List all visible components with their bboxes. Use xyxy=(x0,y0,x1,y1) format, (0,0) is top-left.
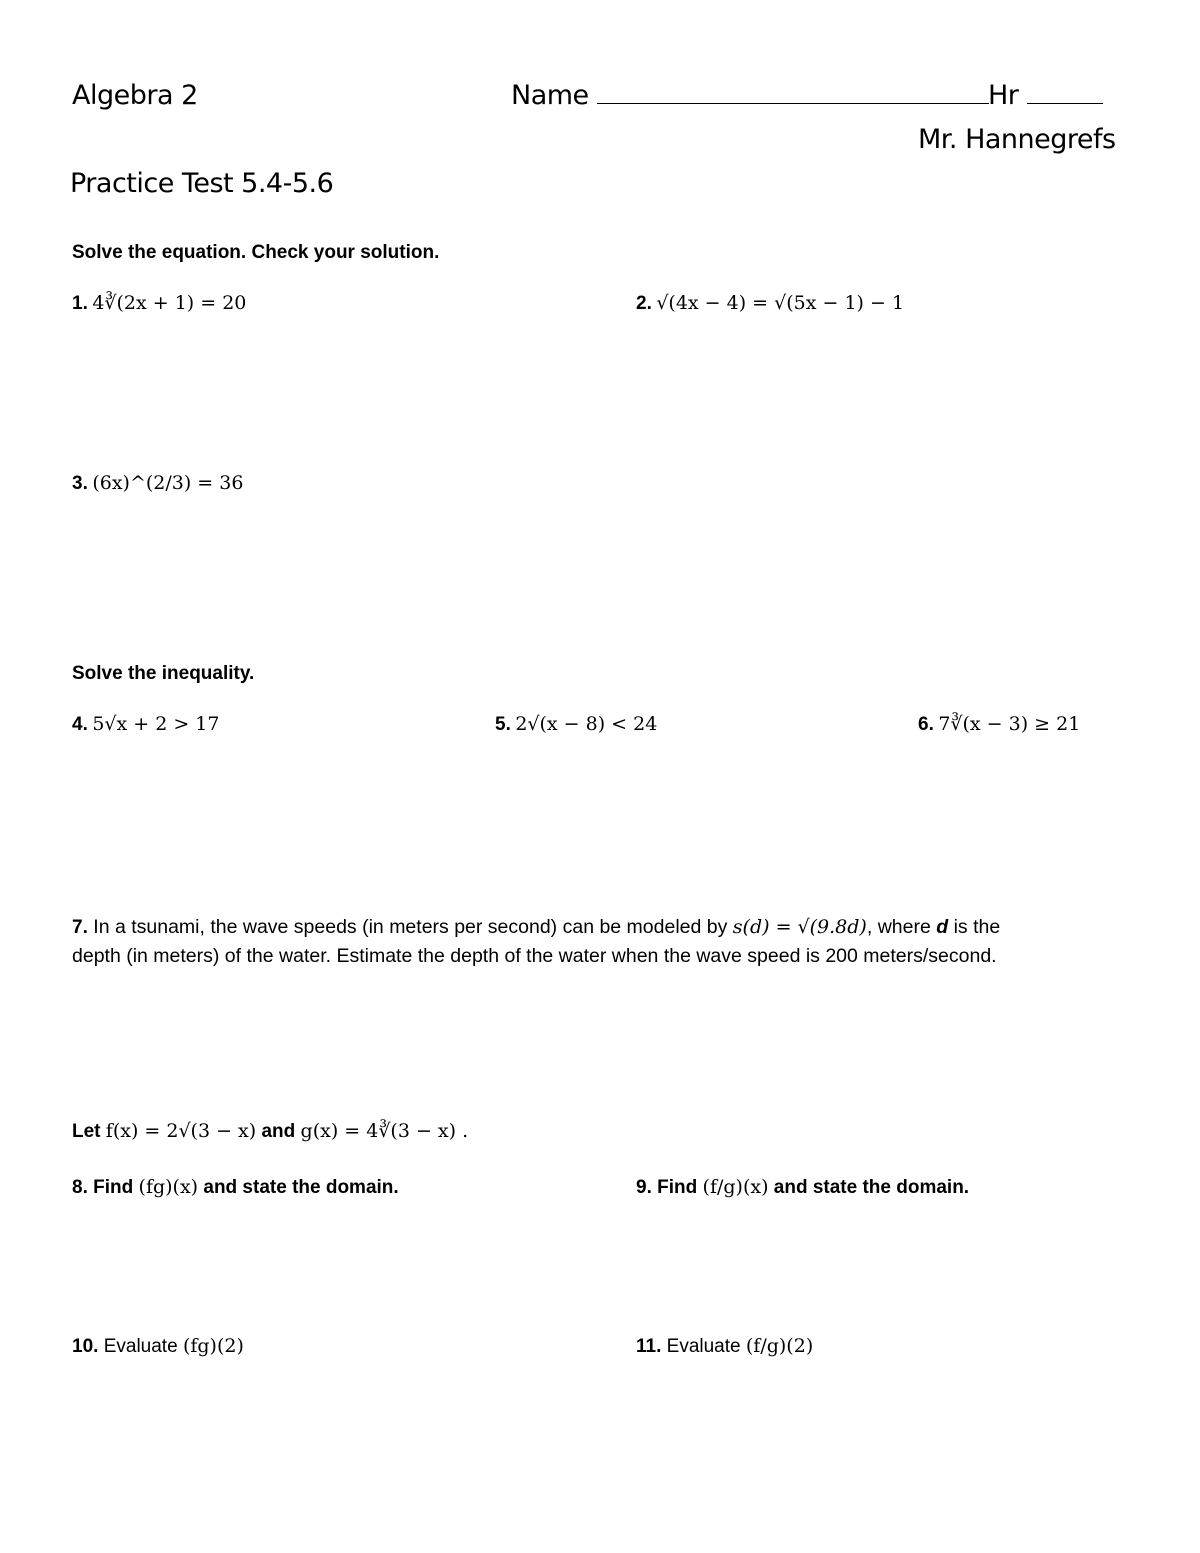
function-definitions xyxy=(72,1120,468,1143)
problem-7 xyxy=(72,913,1000,971)
problem-number: 2. xyxy=(636,293,652,314)
problem-7-where: , where xyxy=(866,916,931,938)
hour-field[interactable] xyxy=(988,80,1103,111)
problem-expression: (fg)(2) xyxy=(182,1335,244,1357)
problem-expression: 5√x + 2 > 17 xyxy=(92,713,220,735)
problem-number: 9. xyxy=(636,1177,652,1198)
problem-tail: and state the domain. xyxy=(203,1177,399,1198)
teacher-name: Mr. Hannegrefs xyxy=(918,124,1116,155)
problem-7-line-2: depth (in meters) of the water. Estimate the depth of the water when the wave speed is 200 meters/second. xyxy=(72,945,997,967)
problem-expression: (f/g)(2) xyxy=(745,1335,814,1357)
f-definition: f(x) = 2√(3 − x) xyxy=(105,1120,257,1142)
problem-6 xyxy=(918,713,1080,736)
problem-verb: Evaluate xyxy=(666,1336,741,1357)
problem-verb: Find xyxy=(93,1177,134,1198)
problem-expression: (f/g)(x) xyxy=(702,1176,769,1198)
problem-expression: (fg)(x) xyxy=(138,1176,199,1198)
problem-9 xyxy=(636,1176,969,1199)
problem-number: 8. xyxy=(72,1177,88,1198)
problem-expression: 2√(x − 8) < 24 xyxy=(515,713,658,735)
hour-label: Hr xyxy=(988,80,1019,111)
problem-expression: (6x)^(2/3) = 36 xyxy=(92,472,244,494)
problem-number: 6. xyxy=(918,714,934,735)
problem-2 xyxy=(636,292,904,315)
depth-variable: d xyxy=(936,916,949,938)
problem-number: 5. xyxy=(495,714,511,735)
problem-expression: √(4x − 4) = √(5x − 1) − 1 xyxy=(656,292,905,314)
hour-blank[interactable] xyxy=(1027,103,1103,104)
problem-verb: Evaluate xyxy=(103,1336,178,1357)
problem-number: 3. xyxy=(72,473,88,494)
problem-1 xyxy=(72,292,246,315)
problem-number: 1. xyxy=(72,293,88,314)
course-title: Algebra 2 xyxy=(72,80,198,111)
problem-expression: 7∛(x − 3) ≥ 21 xyxy=(938,713,1081,735)
g-definition: g(x) = 4∛(3 − x) . xyxy=(300,1120,469,1142)
problem-3 xyxy=(72,472,243,495)
name-label: Name xyxy=(511,80,589,111)
problem-number: 11. xyxy=(636,1336,662,1357)
let-label: Let xyxy=(72,1121,101,1142)
name-blank[interactable] xyxy=(597,103,989,104)
problem-7-text-before: In a tsunami, the wave speeds (in meters per second) can be modeled by xyxy=(93,916,728,938)
problem-number: 10. xyxy=(72,1336,99,1357)
problem-expression: 4∛(2x + 1) = 20 xyxy=(92,292,247,314)
tsunami-formula: s(d) = √(9.8d) xyxy=(732,916,867,938)
problem-4 xyxy=(72,713,220,736)
problem-11 xyxy=(636,1335,813,1358)
problem-tail: and state the domain. xyxy=(773,1177,970,1198)
name-field[interactable] xyxy=(511,80,989,111)
problem-7-text-after: is the xyxy=(953,916,1001,938)
section2-instructions: Solve the inequality. xyxy=(72,663,255,684)
problem-number: 4. xyxy=(72,714,88,735)
problem-verb: Find xyxy=(657,1177,698,1198)
problem-8 xyxy=(72,1176,399,1199)
problem-10 xyxy=(72,1335,244,1358)
and-label: and xyxy=(261,1121,296,1142)
section1-instructions: Solve the equation. Check your solution. xyxy=(72,242,440,263)
test-title: Practice Test 5.4-5.6 xyxy=(70,168,334,199)
problem-number: 7. xyxy=(72,917,88,938)
problem-7-line-1 xyxy=(72,913,1000,942)
problem-5 xyxy=(495,713,657,736)
